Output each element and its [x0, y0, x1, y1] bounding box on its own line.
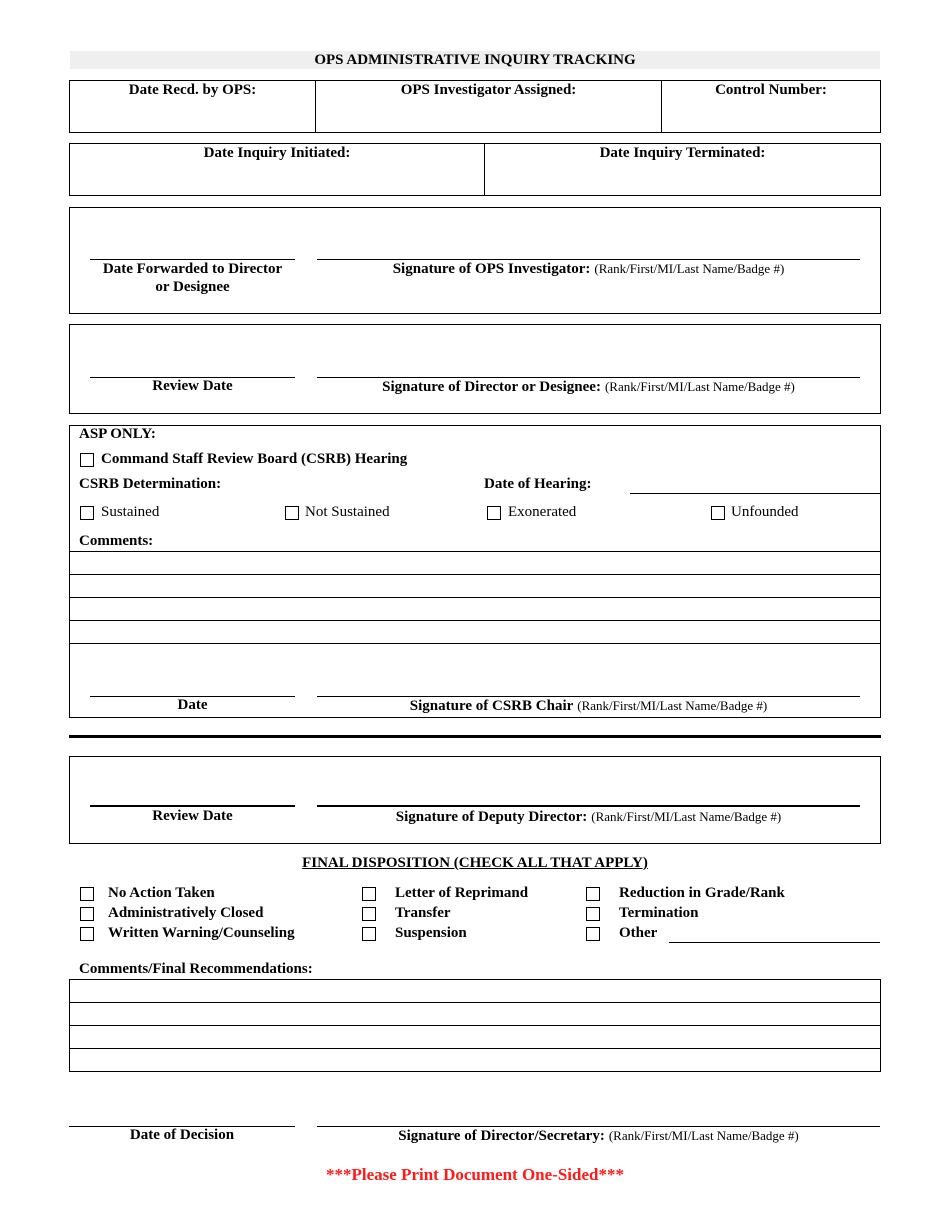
- no-action-taken-checkbox[interactable]: [80, 887, 94, 901]
- not-sustained-checkbox[interactable]: [285, 506, 299, 520]
- control-number-field[interactable]: [662, 82, 880, 99]
- administratively-closed-checkbox[interactable]: [80, 907, 94, 921]
- exonerated-label: Exonerated: [508, 504, 577, 520]
- date-initiated-label: Date Inquiry Initiated:: [203, 145, 351, 161]
- deputy-review-date-label: Review Date: [152, 808, 233, 824]
- control-number-label: Control Number:: [715, 82, 827, 98]
- transfer-checkbox[interactable]: [362, 907, 376, 921]
- director-signature-label: Signature of Director or Designee:: [382, 379, 601, 395]
- no-action-taken-label: No Action Taken: [108, 885, 215, 901]
- sig-suffix-2: (Rank/First/MI/Last Name/Badge #): [604, 379, 795, 394]
- csrb-determination-label: CSRB Determination:: [79, 476, 222, 492]
- csrb-date-label: Date: [177, 697, 208, 713]
- asp-comments-label: Comments:: [79, 533, 154, 549]
- review-section: [69, 324, 881, 414]
- other-checkbox[interactable]: [586, 927, 600, 941]
- asp-only-heading: ASP ONLY:: [79, 426, 156, 442]
- written-warning-checkbox[interactable]: [80, 927, 94, 941]
- final-comment-line-1[interactable]: [69, 1002, 881, 1003]
- date-recd-label: Date Recd. by OPS:: [128, 82, 257, 98]
- csrb-hearing-label: Command Staff Review Board (CSRB) Hearing: [101, 451, 408, 467]
- administratively-closed-label: Administratively Closed: [108, 905, 264, 921]
- sustained-checkbox[interactable]: [80, 506, 94, 520]
- sig-suffix-1: (Rank/First/MI/Last Name/Badge #): [594, 261, 785, 276]
- other-label: Other: [619, 925, 658, 941]
- unfounded-checkbox[interactable]: [711, 506, 725, 520]
- unfounded-label: Unfounded: [731, 504, 799, 520]
- sig-suffix-3: (Rank/First/MI/Last Name/Badge #): [577, 698, 768, 713]
- asp-comment-line-2[interactable]: [69, 574, 881, 575]
- date-of-decision-label: Date of Decision: [129, 1127, 235, 1143]
- ops-investigator-signature-label: Signature of OPS Investigator:: [392, 261, 591, 277]
- final-disposition-heading: FINAL DISPOSITION (CHECK ALL THAT APPLY): [302, 855, 648, 871]
- sustained-label: Sustained: [101, 504, 160, 520]
- other-specify-line[interactable]: [669, 942, 880, 943]
- date-recd-field[interactable]: [70, 82, 315, 99]
- deputy-review-date-line[interactable]: [90, 805, 295, 807]
- final-comment-line-3[interactable]: [69, 1048, 881, 1049]
- not-sustained-label: Not Sustained: [305, 504, 390, 520]
- letter-of-reprimand-checkbox[interactable]: [362, 887, 376, 901]
- review-date-label: Review Date: [152, 378, 233, 394]
- director-secretary-signature-label: Signature of Director/Secretary:: [398, 1128, 605, 1144]
- date-of-hearing-label: Date of Hearing:: [484, 476, 592, 492]
- deputy-section: [69, 756, 881, 844]
- sig-suffix-5: (Rank/First/MI/Last Name/Badge #): [608, 1128, 799, 1143]
- date-of-hearing-line[interactable]: [630, 493, 880, 494]
- date-forwarded-label-1: Date Forwarded to Director: [102, 261, 283, 277]
- section-divider: [69, 735, 881, 738]
- print-notice: ***Please Print Document One-Sided***: [326, 1165, 624, 1184]
- exonerated-checkbox[interactable]: [487, 506, 501, 520]
- reduction-in-grade-label: Reduction in Grade/Rank: [619, 885, 785, 901]
- date-forwarded-label-2: or Designee: [155, 279, 230, 295]
- date-initiated-field[interactable]: [70, 145, 484, 162]
- csrb-hearing-checkbox[interactable]: [80, 453, 94, 467]
- date-terminated-label: Date Inquiry Terminated:: [599, 145, 766, 161]
- suspension-checkbox[interactable]: [362, 927, 376, 941]
- asp-section: [69, 425, 881, 718]
- final-comments-label: Comments/Final Recommendations:: [79, 961, 313, 977]
- asp-comment-line-1[interactable]: [69, 551, 881, 552]
- deputy-signature-label: Signature of Deputy Director:: [395, 809, 588, 825]
- termination-checkbox[interactable]: [586, 907, 600, 921]
- letter-of-reprimand-label: Letter of Reprimand: [395, 885, 529, 901]
- investigator-assigned-label: OPS Investigator Assigned:: [400, 82, 577, 98]
- suspension-label: Suspension: [395, 925, 467, 941]
- sig-suffix-4: (Rank/First/MI/Last Name/Badge #): [591, 809, 782, 824]
- termination-label: Termination: [619, 905, 699, 921]
- date-terminated-field[interactable]: [485, 145, 880, 162]
- asp-comment-line-5[interactable]: [69, 643, 881, 644]
- asp-comment-line-4[interactable]: [69, 620, 881, 621]
- final-comment-line-2[interactable]: [69, 1025, 881, 1026]
- deputy-signature-line[interactable]: [317, 805, 860, 807]
- form-title: OPS ADMINISTRATIVE INQUIRY TRACKING: [70, 51, 880, 69]
- transfer-label: Transfer: [395, 905, 451, 921]
- reduction-in-grade-checkbox[interactable]: [586, 887, 600, 901]
- asp-comment-line-3[interactable]: [69, 597, 881, 598]
- csrb-chair-signature-label: Signature of CSRB Chair: [409, 698, 574, 714]
- investigator-assigned-field[interactable]: [316, 82, 661, 99]
- written-warning-label: Written Warning/Counseling: [108, 925, 295, 941]
